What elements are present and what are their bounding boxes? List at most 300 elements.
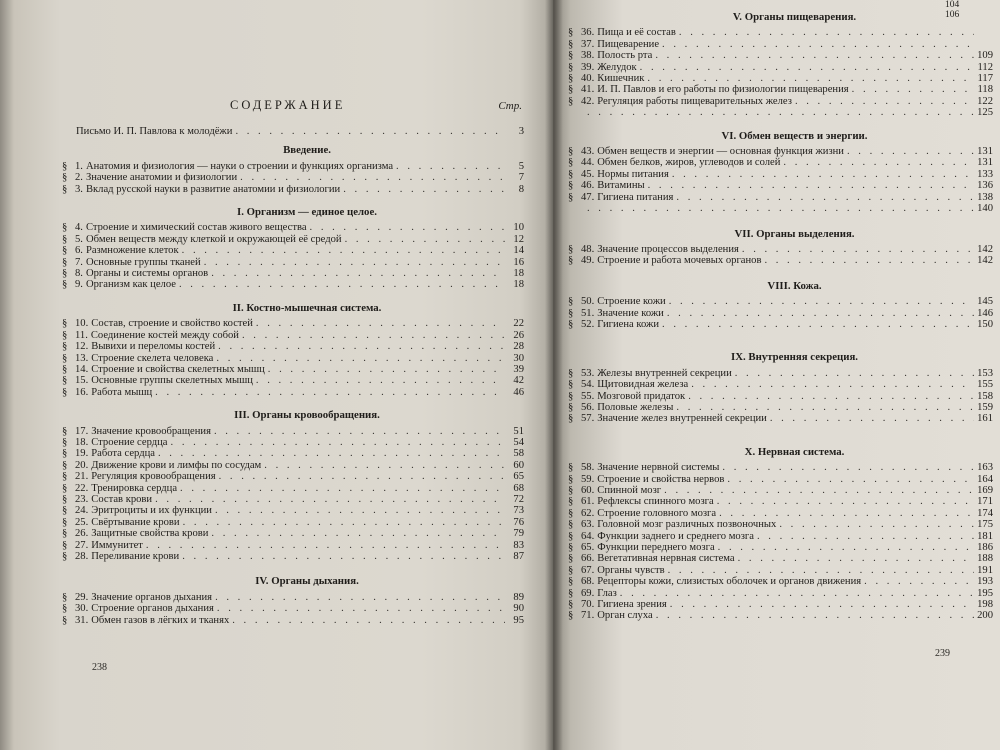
leader-dots bbox=[217, 603, 505, 614]
toc-entry bbox=[568, 610, 993, 621]
leader-dots bbox=[795, 96, 974, 107]
section-sign: § bbox=[568, 73, 574, 85]
entry-number: 5. bbox=[75, 233, 83, 245]
entry-label: Половые железы bbox=[597, 401, 674, 413]
book-gutter bbox=[545, 0, 563, 750]
section-sign: § bbox=[62, 352, 68, 364]
toc-entry bbox=[568, 84, 993, 95]
section-sign: § bbox=[568, 576, 574, 588]
toc-entry bbox=[62, 268, 524, 279]
section-sign: § bbox=[62, 528, 68, 540]
leader-dots bbox=[670, 599, 974, 610]
leader-dots bbox=[215, 505, 505, 516]
left-toc bbox=[62, 100, 524, 626]
section-sign: § bbox=[568, 95, 574, 107]
entry-number: 8. bbox=[75, 268, 83, 280]
leader-dots bbox=[396, 161, 505, 172]
section-sign: § bbox=[62, 329, 68, 341]
entry-page: 136 bbox=[977, 180, 993, 192]
toc-section bbox=[568, 352, 993, 424]
entry-label: Движение крови и лимфы по сосудам bbox=[91, 459, 262, 471]
entry-page: 18 bbox=[513, 268, 524, 280]
entry-number: 4. bbox=[75, 222, 83, 234]
entry-label: Строение головного мозга bbox=[597, 507, 717, 519]
toc-entry bbox=[568, 319, 993, 330]
entry-number: 42. bbox=[581, 95, 595, 107]
leader-dots bbox=[647, 73, 974, 84]
intro-item-label: Письмо И. П. Павлова к молодёжи bbox=[76, 126, 233, 137]
section-sign: § bbox=[568, 413, 574, 425]
entry-page: 16 bbox=[513, 256, 524, 268]
toc-entry bbox=[568, 485, 993, 496]
entry-number: 61. bbox=[581, 496, 595, 508]
toc-entry bbox=[568, 588, 993, 599]
leader-dots bbox=[852, 84, 974, 95]
entry-page: 133 bbox=[977, 168, 993, 180]
section-sign: § bbox=[62, 516, 68, 528]
entry-page: 51 bbox=[513, 425, 524, 437]
leader-dots bbox=[757, 531, 974, 542]
leader-dots bbox=[735, 368, 974, 379]
entry-number: 52. bbox=[581, 318, 595, 330]
leader-dots bbox=[587, 107, 974, 118]
section-sign: § bbox=[62, 471, 68, 483]
entry-number: 65. bbox=[581, 542, 595, 554]
leader-dots bbox=[180, 483, 505, 494]
leader-dots bbox=[688, 391, 974, 402]
entry-label: Организм как целое bbox=[85, 279, 176, 291]
leader-dots bbox=[664, 485, 974, 496]
entry-label: Строение и свойства скелетных мышц bbox=[91, 363, 265, 375]
entry-label: Щитовидная железа bbox=[597, 379, 689, 391]
toc-entry bbox=[62, 234, 524, 245]
entry-number: 22. bbox=[75, 482, 89, 494]
toc-entry bbox=[568, 73, 993, 84]
section-heading: VI. Обмен веществ и энергии. bbox=[721, 129, 868, 142]
leader-dots bbox=[719, 508, 974, 519]
right-folio: 239 bbox=[935, 648, 950, 659]
leader-dots bbox=[764, 255, 974, 266]
entry-page: 142 bbox=[977, 243, 993, 255]
section-heading: Введение. bbox=[283, 144, 331, 157]
toc-entry bbox=[568, 553, 993, 564]
leader-dots bbox=[847, 146, 974, 157]
section-sign: § bbox=[62, 448, 68, 460]
section-sign: § bbox=[62, 436, 68, 448]
entry-number: 26. bbox=[75, 528, 89, 540]
entry-page: 191 bbox=[977, 564, 993, 576]
entry-label: Рецепторы кожи, слизистых оболочек и органов движения bbox=[597, 576, 862, 588]
entry-page: 95 bbox=[513, 614, 524, 626]
entry-label: Переливание крови bbox=[91, 551, 180, 562]
leader-dots bbox=[256, 318, 505, 329]
entry-label: Строение органов дыхания bbox=[91, 603, 214, 615]
leader-dots bbox=[171, 437, 505, 448]
leader-dots bbox=[691, 379, 974, 390]
leader-dots bbox=[215, 592, 505, 603]
entry-number: 51. bbox=[581, 307, 595, 319]
entry-number: 49. bbox=[581, 255, 595, 267]
entry-page: 109 bbox=[977, 50, 993, 62]
entry-label: Гигиена питания bbox=[597, 191, 674, 203]
entry-page: 198 bbox=[977, 599, 993, 611]
toc-entry bbox=[62, 257, 524, 268]
leader-dots bbox=[679, 27, 974, 38]
entry-label: Гигиена зрения bbox=[597, 599, 667, 611]
toc-entry bbox=[62, 353, 524, 364]
entry-label: Рефлексы спинного мозга bbox=[597, 496, 714, 508]
section-sign: § bbox=[568, 318, 574, 330]
intro-item-page: 3 bbox=[518, 126, 524, 137]
entry-page: 171 bbox=[977, 496, 993, 508]
entry-page: 145 bbox=[977, 296, 993, 308]
section-sign: § bbox=[568, 496, 574, 508]
toc-entry bbox=[62, 603, 524, 614]
entry-page: 159 bbox=[977, 401, 993, 413]
section-heading: II. Костно-мышечная система. bbox=[232, 301, 382, 314]
right-sections bbox=[568, 12, 993, 622]
entry-number: 41. bbox=[581, 84, 595, 96]
entry-number: 28. bbox=[75, 551, 89, 562]
entry-page: 193 bbox=[977, 576, 993, 588]
section-sign: § bbox=[62, 222, 68, 234]
toc-entry bbox=[62, 615, 524, 626]
entry-number: 10. bbox=[75, 318, 89, 330]
entry-label: Состав, строение и свойство костей bbox=[91, 318, 253, 330]
entry-number: 46. bbox=[581, 180, 595, 192]
toc-entry bbox=[568, 27, 993, 38]
toc-entry bbox=[568, 474, 993, 485]
entry-label: Значение кожи bbox=[597, 307, 664, 319]
entry-page: 28 bbox=[513, 341, 524, 353]
entry-page: 131 bbox=[977, 157, 993, 169]
entry-label: Значение кровообращения bbox=[91, 425, 211, 437]
leader-dots bbox=[656, 610, 974, 621]
leader-dots bbox=[662, 39, 974, 50]
toc-entry bbox=[62, 437, 524, 448]
toc-entry bbox=[62, 448, 524, 459]
leader-dots bbox=[587, 203, 974, 214]
entry-label: Нормы питания bbox=[597, 168, 669, 180]
section-sign: § bbox=[568, 610, 574, 622]
entry-label: Функции переднего мозга bbox=[597, 542, 715, 554]
entry-number: 6. bbox=[75, 245, 83, 257]
entry-number: 47. bbox=[581, 191, 595, 203]
section-sign: § bbox=[62, 341, 68, 353]
entry-page: 76 bbox=[513, 516, 524, 528]
entry-page: 54 bbox=[513, 436, 524, 448]
section-sign: § bbox=[62, 539, 68, 551]
leader-dots bbox=[727, 474, 974, 485]
entry-label: Обмен газов в лёгких и тканях bbox=[91, 614, 230, 626]
entry-label: Тренировка сердца bbox=[91, 482, 178, 494]
section-sign: § bbox=[62, 482, 68, 494]
entry-page: 39 bbox=[513, 363, 524, 375]
section-sign: § bbox=[62, 493, 68, 505]
entry-label: Основные группы тканей bbox=[85, 256, 201, 268]
entry-label: Значение процессов выделения bbox=[597, 243, 739, 255]
toc-entry bbox=[62, 387, 524, 398]
left-sections bbox=[62, 145, 524, 626]
entry-number: 31. bbox=[75, 614, 89, 626]
entry-page: 7 bbox=[518, 172, 524, 184]
entry-page: 164 bbox=[977, 473, 993, 485]
entry-number: 55. bbox=[581, 390, 595, 402]
toc-section bbox=[568, 131, 993, 215]
toc-section bbox=[568, 281, 993, 331]
entry-page: 90 bbox=[513, 603, 524, 615]
toc-entry bbox=[568, 50, 993, 61]
entry-label: Вегетативная нервная система bbox=[597, 553, 735, 565]
section-sign: § bbox=[62, 603, 68, 615]
entry-number: 48. bbox=[581, 243, 595, 255]
entry-label: Строение сердца bbox=[91, 436, 168, 448]
section-sign: § bbox=[568, 553, 574, 565]
entry-number: 17. bbox=[75, 425, 89, 437]
leader-dots bbox=[218, 341, 505, 352]
toc-entry bbox=[568, 519, 993, 530]
entry-number: 30. bbox=[75, 603, 89, 615]
entry-label: Органы чувств bbox=[597, 564, 665, 576]
entry-number: 71. bbox=[581, 610, 595, 622]
toc-section bbox=[62, 410, 524, 562]
toc-entry bbox=[568, 402, 993, 413]
toc-section bbox=[62, 576, 524, 626]
entry-label: Соединение костей между собой bbox=[90, 329, 239, 341]
entry-number: 1. bbox=[75, 160, 83, 172]
entry-number: 70. bbox=[581, 599, 595, 611]
entry-label: Значение органов дыхания bbox=[91, 591, 213, 603]
entry-page: 46 bbox=[513, 386, 524, 398]
toc-entry bbox=[62, 517, 524, 528]
section-sign: § bbox=[568, 519, 574, 531]
section-sign: § bbox=[62, 591, 68, 603]
entry-page: 68 bbox=[513, 482, 524, 494]
toc-entry bbox=[62, 184, 524, 195]
leader-dots bbox=[182, 551, 505, 562]
leader-dots bbox=[738, 553, 974, 564]
section-sign: § bbox=[568, 307, 574, 319]
entry-number: 12. bbox=[75, 341, 89, 353]
entry-page: 138 bbox=[977, 191, 993, 203]
entry-page: 146 bbox=[977, 307, 993, 319]
leader-dots bbox=[655, 50, 974, 61]
entry-label: Значение анатомии и физиологии bbox=[85, 172, 238, 184]
entry-label: Строение кожи bbox=[597, 296, 666, 308]
section-sign: § bbox=[62, 459, 68, 471]
leader-dots bbox=[235, 126, 505, 137]
entry-number: 56. bbox=[581, 401, 595, 413]
toc-entry bbox=[62, 426, 524, 437]
leader-dots bbox=[783, 157, 974, 168]
toc-entry bbox=[62, 494, 524, 505]
toc-entry bbox=[568, 599, 993, 610]
section-sign: § bbox=[568, 587, 574, 599]
entry-page: 188 bbox=[977, 553, 993, 565]
section-sign: § bbox=[568, 27, 574, 39]
entry-label: Витамины bbox=[597, 180, 645, 192]
entry-number: 38. bbox=[581, 50, 595, 62]
section-heading: VII. Органы выделения. bbox=[734, 227, 855, 240]
entry-page: 158 bbox=[977, 390, 993, 402]
section-sign: § bbox=[62, 551, 68, 562]
leader-dots bbox=[214, 426, 505, 437]
entry-page: 186 bbox=[977, 542, 993, 554]
entry-label: Желудок bbox=[597, 61, 637, 73]
section-sign: § bbox=[568, 180, 574, 192]
entry-label: Пища и её состав bbox=[597, 27, 676, 39]
entry-number: 39. bbox=[581, 61, 595, 73]
leader-dots bbox=[672, 169, 974, 180]
section-sign: § bbox=[568, 255, 574, 267]
section-sign: § bbox=[568, 146, 574, 158]
entry-label: Обмен белков, жиров, углеводов и солей bbox=[597, 157, 781, 169]
section-sign: § bbox=[62, 363, 68, 375]
entry-label: Работа сердца bbox=[91, 448, 155, 460]
entry-number: 44. bbox=[581, 157, 595, 169]
toc-section bbox=[568, 447, 993, 622]
entry-number: 7. bbox=[75, 256, 83, 268]
entry-label: Глаз bbox=[597, 587, 617, 599]
section-sign: § bbox=[568, 191, 574, 203]
section-sign: § bbox=[568, 38, 574, 50]
toc-entry bbox=[568, 255, 993, 266]
toc-entry bbox=[62, 375, 524, 386]
toc-entry bbox=[62, 172, 524, 183]
entry-number: 68. bbox=[581, 576, 595, 588]
entry-label: Спинной мозг bbox=[597, 485, 662, 496]
entry-number: 57. bbox=[581, 413, 595, 425]
entry-label: Строение скелета человека bbox=[91, 352, 214, 364]
entry-number: 69. bbox=[581, 587, 595, 599]
entry-label: Защитные свойства крови bbox=[91, 528, 209, 540]
entry-label: Строение и работа мочевых органов bbox=[597, 255, 762, 267]
section-heading: VIII. Кожа. bbox=[767, 279, 822, 292]
toc-entry bbox=[62, 483, 524, 494]
toc-entry bbox=[568, 576, 993, 587]
entry-label: Орган слуха bbox=[597, 610, 653, 622]
entry-page: 5 bbox=[518, 160, 524, 172]
leader-dots bbox=[345, 234, 505, 245]
entry-page: 155 bbox=[977, 379, 993, 391]
entry-label: Головной мозг различных позвоночных bbox=[597, 519, 777, 531]
entry-label: Регуляция кровообращения bbox=[91, 471, 216, 483]
entry-number: 53. bbox=[581, 367, 595, 379]
entry-page: 14 bbox=[513, 245, 524, 257]
section-heading: I. Организм — единое целое. bbox=[237, 206, 377, 219]
toc-entry bbox=[568, 192, 993, 203]
entry-page: 125 bbox=[977, 107, 993, 119]
entry-page: 195 bbox=[977, 587, 993, 599]
leader-dots bbox=[232, 615, 505, 626]
entry-number: 58. bbox=[581, 462, 595, 474]
section-sign: § bbox=[568, 599, 574, 611]
section-sign: § bbox=[62, 183, 68, 195]
entry-number: 23. bbox=[75, 493, 89, 505]
entry-page: 42 bbox=[513, 375, 524, 387]
entry-page: 142 bbox=[977, 255, 993, 267]
entry-label: Обмен веществ между клеткой и окружающей её средой bbox=[85, 233, 342, 245]
toc-entry bbox=[568, 62, 993, 73]
section-sign: § bbox=[568, 462, 574, 474]
entry-page: 58 bbox=[513, 448, 524, 460]
left-folio: 238 bbox=[92, 662, 107, 673]
entry-label: Железы внутренней секреции bbox=[597, 367, 732, 379]
section-heading: X. Нервная система. bbox=[744, 445, 845, 458]
entry-number: 18. bbox=[75, 436, 89, 448]
entry-page: 73 bbox=[513, 505, 524, 517]
entry-number: 24. bbox=[75, 505, 89, 517]
leader-dots bbox=[182, 245, 505, 256]
section-sign: § bbox=[568, 564, 574, 576]
entry-number: 25. bbox=[75, 516, 89, 528]
entry-page: 153 bbox=[977, 367, 993, 379]
entry-label: И. П. Павлов и его работы по физиологии пищеварения bbox=[597, 84, 849, 96]
section-sign: § bbox=[568, 485, 574, 496]
entry-page: 118 bbox=[977, 84, 993, 96]
leader-dots bbox=[179, 279, 505, 290]
section-sign: § bbox=[568, 379, 574, 391]
entry-number: 15. bbox=[75, 375, 89, 387]
toc-header bbox=[62, 100, 524, 122]
toc-section bbox=[568, 12, 993, 119]
leader-dots bbox=[146, 540, 505, 551]
toc-entry bbox=[568, 391, 993, 402]
leader-dots bbox=[264, 460, 505, 471]
entry-number: 60. bbox=[581, 485, 595, 496]
leader-dots bbox=[216, 353, 505, 364]
entry-page: 72 bbox=[513, 493, 524, 505]
leader-dots bbox=[211, 268, 505, 279]
leader-dots bbox=[668, 565, 974, 576]
toc-entry bbox=[62, 471, 524, 482]
section-sign: § bbox=[62, 386, 68, 398]
toc-entry bbox=[62, 505, 524, 516]
toc-section bbox=[62, 303, 524, 398]
entry-label: Органы и системы органов bbox=[85, 268, 209, 280]
toc-entry bbox=[568, 531, 993, 542]
entry-label: Эритроциты и их функции bbox=[91, 505, 212, 517]
leader-dots bbox=[669, 296, 974, 307]
entry-label: Гигиена кожи bbox=[597, 318, 660, 330]
entry-label: Пищеварение bbox=[597, 38, 660, 50]
toc-entry bbox=[62, 341, 524, 352]
section-heading: III. Органы кровообращения. bbox=[234, 409, 380, 422]
entry-number: 50. bbox=[581, 296, 595, 308]
section-sign: § bbox=[568, 390, 574, 402]
entry-page: 174 bbox=[977, 507, 993, 519]
leader-dots bbox=[742, 244, 974, 255]
entry-page: 181 bbox=[977, 530, 993, 542]
section-sign: § bbox=[568, 61, 574, 73]
entry-page: 12 bbox=[513, 233, 524, 245]
entry-label: Анатомия и физиология — науки о строении и функциях организма bbox=[85, 160, 394, 172]
leader-dots bbox=[155, 494, 505, 505]
toc-entry bbox=[568, 169, 993, 180]
section-heading: V. Органы пищеварения. bbox=[732, 11, 857, 23]
toc-entry bbox=[62, 364, 524, 375]
entry-page: 140 bbox=[977, 203, 993, 215]
toc-entry bbox=[568, 542, 993, 553]
page-title: СОДЕРЖАНИЕ bbox=[230, 98, 346, 112]
toc-entry bbox=[568, 462, 993, 473]
toc-entry bbox=[568, 39, 993, 50]
entry-label: Основные группы скелетных мышц bbox=[91, 375, 253, 387]
entry-label: Работа мышц bbox=[91, 386, 153, 398]
toc-entry bbox=[62, 279, 524, 290]
entry-number: 13. bbox=[75, 352, 89, 364]
entry-page: 112 bbox=[977, 61, 993, 73]
